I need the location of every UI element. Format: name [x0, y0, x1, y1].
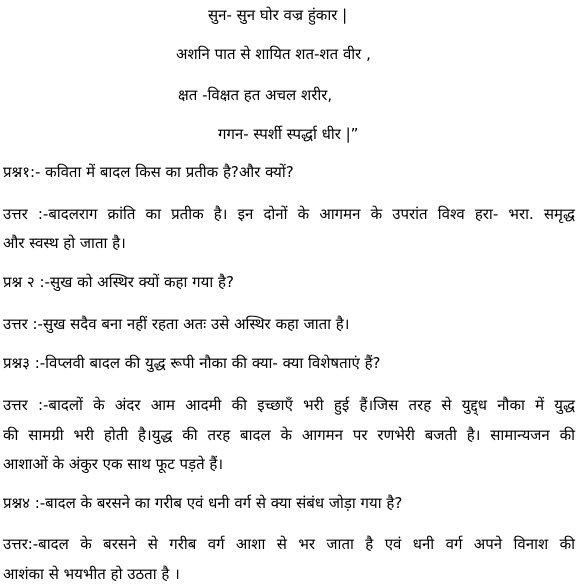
poem-line: गगन- स्पर्शी स्पर्द्धा धीर |”: [218, 125, 359, 143]
question-3: प्रश्न३ :-विप्लवी बादल की युद्ध रूपी नौका की क्या- क्या विशेषताएं हैं?: [3, 354, 381, 372]
answer-3-line: आशाओं के अंकुर एक साथ फूट पड़ते हैं।: [3, 455, 224, 473]
answer-3-line: उत्तर :-बादलों के अंदर आम आदमी की इच्छाएँ भरी हुई हैं।जिस तरह से युद्द्ध नौका में युद्ध: [3, 396, 575, 414]
answer-1-line: उत्तर :-बादलराग क्रांति का प्रतीक है। इन दोनों के आगमन के उपरांत विश्व हरा- भरा. समृद्ध: [3, 205, 575, 223]
poem-line: सुन- सुन घोर वज्र हुंकार |: [208, 6, 348, 24]
answer-4-line: उत्तर:-बादल के बरसने से गरीब वर्ग आशा से भर जाता है एवं धनी वर्ग अपने विनाश की: [3, 535, 575, 553]
question-4: प्रश्न४ :-बादल के बरसने का गरीब एवं धनी वर्ग से क्या संबंध जोड़ा गया है?: [3, 494, 403, 512]
answer-3-line: की सामग्री भरी होती है।युद्ध की तरह बादल के आगमन पर रणभेरी बजती है। सामान्यजन की: [3, 426, 575, 444]
question-2: प्रश्न २ :-सुख को अस्थिर क्यों कहा गया है?: [3, 273, 234, 291]
answer-4-line: आशंका से भयभीत हो उठता है ।: [3, 565, 180, 583]
poem-line: अशनि पात से शायित शत-शत वीर ,: [176, 45, 371, 63]
answer-2-line: उत्तर :-सुख सदैव बना नहीं रहता अतः उसे अस्थिर कहा जाता है।: [3, 315, 350, 333]
answer-1-line: और स्वस्थ हो जाता है।: [3, 234, 126, 252]
poem-line: क्षत -विक्षत हत अचल शरीर,: [178, 86, 333, 104]
question-1: प्रश्न१:- कविता में बादल किस का प्रतीक है?और क्यों?: [3, 163, 294, 181]
